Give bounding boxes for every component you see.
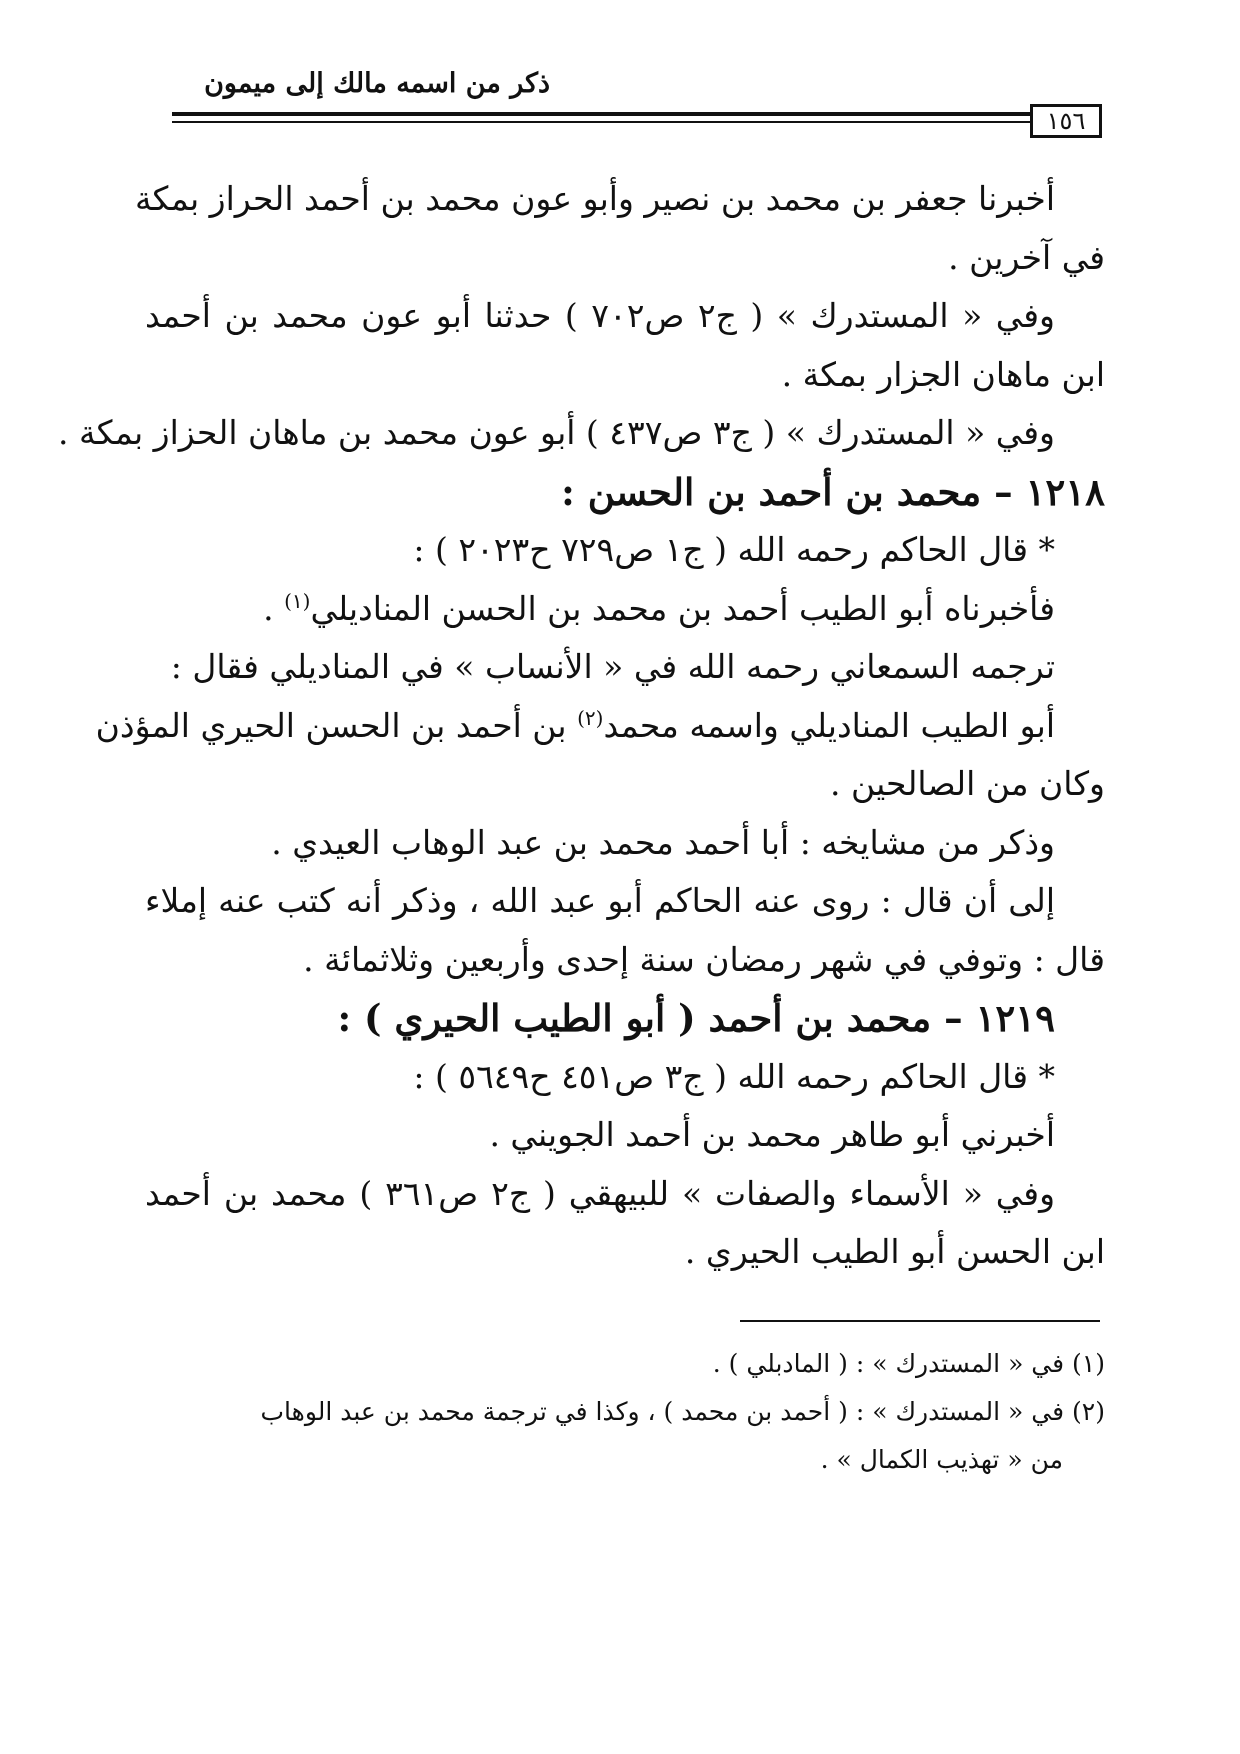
text-line: أخبرنا جعفر بن محمد بن نصير وأبو عون محمد بن أحمد الحراز بمكة [134, 179, 1055, 218]
text-line: في آخرين . [948, 237, 1105, 277]
footnote-ref-1: (١) [284, 588, 311, 613]
footnote-1: (١) في « المستدرك » : ( المادبلي ) . [712, 1349, 1105, 1378]
text-line: وكان من الصالحين . [829, 764, 1105, 803]
text-line: وفي « الأسماء والصفات » للبيهقي ( ج٢ ص٣٦١ ) محمد بن أحمد [145, 1173, 1056, 1213]
text-line: أخبرني أبو طاهر محمد بن أحمد الجويني . [489, 1115, 1055, 1154]
text-segment: أبو الطيب المناديلي واسمه محمد [603, 705, 1055, 745]
text-line: وفي « المستدرك » ( ج٣ ص٤٣٧ ) أبو عون محمد بن ماهان الحزاز بمكة . [58, 413, 1055, 452]
entry-heading-1219: ١٢١٩ – محمد بن أحمد ( أبو الطيب الحيري ) : [337, 996, 1055, 1040]
text-segment: . [263, 588, 285, 628]
text-segment: فأخبرناه أبو الطيب أحمد بن محمد بن الحسن المناديلي [310, 588, 1055, 628]
text-line: وذكر من مشايخه : أبا أحمد محمد بن عبد الوهاب العيدي . [271, 822, 1055, 862]
text-line [95, 697, 1105, 756]
footnote-ref-2: (٢) [577, 705, 604, 730]
footnote-2: (٢) في « المستدرك » : ( أحمد بن محمد ) ، وكذا في ترجمة محمد بن عبد الوهاب [260, 1397, 1105, 1426]
footnotes [145, 1340, 1105, 1484]
running-title: ذكر من اسمه مالك إلى ميمون [204, 68, 550, 99]
text-line: * قال الحاكم رحمه الله ( ج٣ ص٤٥١ ح٥٦٤٩ ) : [413, 1056, 1055, 1096]
footnote-2-continued: من « تهذيب الكمال » . [820, 1445, 1063, 1474]
text-line: قال : وتوفي في شهر رمضان سنة إحدى وأربعين وثلاثمائة . [303, 939, 1105, 979]
footnote-separator [740, 1320, 1100, 1322]
text-line: ابن الحسن أبو الطيب الحيري . [684, 1232, 1105, 1271]
text-line: ابن ماهان الجزار بمكة . [781, 354, 1105, 394]
text-line: * قال الحاكم رحمه الله ( ج١ ص٧٢٩ ح٢٠٢٣ ) : [413, 530, 1055, 569]
text-line: ترجمه السمعاني رحمه الله في « الأنساب » في المناديلي فقال : [170, 647, 1055, 686]
header-rule [172, 112, 1030, 126]
text-line: إلى أن قال : روى عنه الحاكم أبو عبد الله ، وذكر أنه كتب عنه إملاء [145, 881, 1055, 920]
page-number: ١٥٦ [1030, 104, 1102, 138]
entry-heading-1218: ١٢١٨ – محمد بن أحمد بن الحسن : [561, 469, 1105, 514]
text-line [145, 580, 1105, 639]
text-line: وفي « المستدرك » ( ج٢ ص٧٠٢ ) حدثنا أبو عون محمد بن أحمد [145, 296, 1055, 335]
text-segment: بن أحمد بن الحسن الحيري المؤذن [95, 705, 578, 745]
main-text [58, 170, 1105, 1282]
